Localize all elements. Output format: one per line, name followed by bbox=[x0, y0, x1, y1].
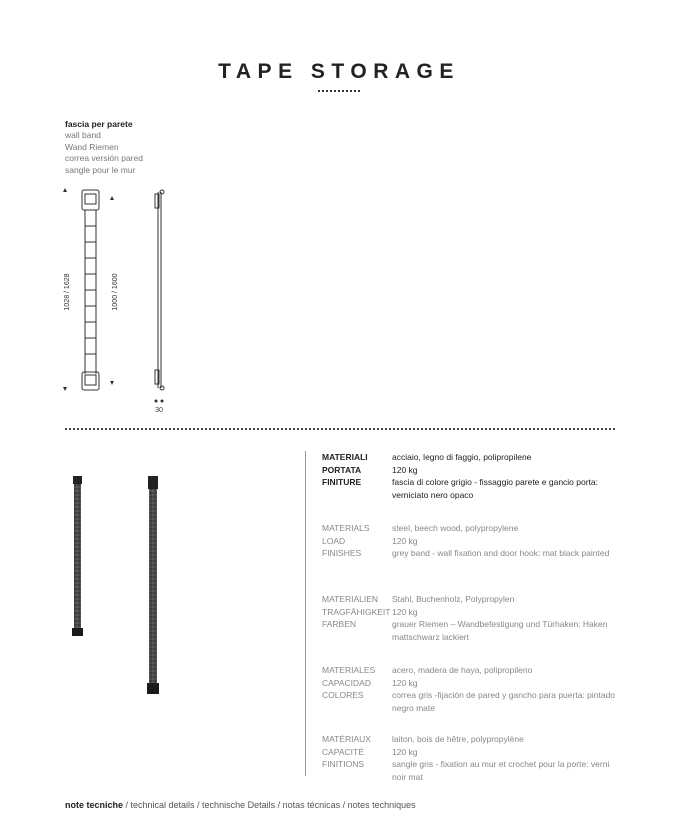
spec-label: FINISHES bbox=[322, 548, 362, 558]
spec-value: steel, beech wood, polypropylene bbox=[392, 523, 519, 533]
spec-label: PORTATA bbox=[322, 464, 362, 475]
spec-label: FARBEN bbox=[322, 619, 357, 629]
spec-vertical-rule bbox=[305, 451, 306, 776]
footer-translations: / technical details / technische Details / notas técnicas / notes techniques bbox=[123, 800, 416, 810]
spec-label: COLORES bbox=[322, 690, 364, 700]
spec-value: Stahl, Buchenholz, Polypropylen bbox=[392, 594, 515, 604]
dimension-depth: 30 bbox=[155, 407, 163, 414]
spec-value: correa gris -fijación de pared y gancho para puerta: pintado negro mate bbox=[392, 690, 616, 713]
spec-label: CAPACITÉ bbox=[322, 746, 364, 757]
specs-fr bbox=[322, 733, 617, 783]
footer-technical-notes bbox=[65, 800, 416, 810]
product-name-es: correa versión pared bbox=[65, 153, 143, 163]
spec-label: CAPACIDAD bbox=[322, 677, 371, 688]
product-name-block bbox=[65, 119, 143, 176]
footer-bold-label: note tecniche bbox=[65, 800, 124, 810]
section-separator bbox=[65, 428, 615, 430]
spec-label: MATERIALS bbox=[322, 523, 370, 533]
spec-value: acero, madera de haya, polipropileno bbox=[392, 665, 533, 675]
spec-value: 120 kg bbox=[392, 464, 418, 475]
spec-value: 120 kg bbox=[392, 746, 418, 757]
title-dotted-underline bbox=[318, 90, 360, 94]
spec-label: FINITURE bbox=[322, 477, 362, 487]
spec-label: TRAGFÄHIGKEIT bbox=[322, 606, 391, 617]
spec-value: 120 kg bbox=[392, 606, 418, 617]
spec-value: grey band - wall fixation and door hook: mat black painted bbox=[392, 548, 610, 558]
spec-value: 120 kg bbox=[392, 535, 418, 546]
spec-value: grauer Riemen – Wandbefestigung und Türhaken: Haken mattschwarz lackiert bbox=[392, 619, 608, 642]
dimension-height-band: 1000 / 1600 bbox=[112, 273, 119, 311]
spec-label: MATERIALES bbox=[322, 665, 376, 675]
spec-label: MATÉRIAUX bbox=[322, 734, 371, 744]
product-name-it: fascia per parete bbox=[65, 119, 133, 129]
technical-drawing bbox=[55, 182, 185, 417]
product-name-de: Wand Riemen bbox=[65, 141, 119, 152]
spec-value: laiton, bois de hêtre, polypropylène bbox=[392, 734, 524, 744]
product-photo-long bbox=[147, 476, 159, 694]
page-title: TAPE STORAGE bbox=[218, 60, 460, 83]
spec-value: sangle gris - fixation au mur et crochet pour la porte: verni noir mat bbox=[392, 759, 610, 782]
spec-label: FINITIONS bbox=[322, 759, 365, 769]
specs-es bbox=[322, 664, 617, 714]
spec-label: LOAD bbox=[322, 535, 346, 546]
spec-value: acciaio, legno di faggio, polipropilene bbox=[392, 452, 532, 462]
product-name-fr: sangle pour le mur bbox=[65, 164, 136, 175]
dimension-height-total: 1028 / 1628 bbox=[64, 273, 71, 311]
product-name-en: wall band bbox=[65, 130, 101, 140]
specs-en bbox=[322, 522, 617, 560]
spec-label: MATERIALI bbox=[322, 452, 368, 462]
specs-de bbox=[322, 593, 617, 643]
spec-label: MATERIALIEN bbox=[322, 594, 379, 604]
product-photo-short bbox=[72, 476, 83, 636]
product-photos bbox=[60, 470, 170, 700]
specs-it bbox=[322, 451, 617, 501]
spec-value: 120 kg bbox=[392, 677, 418, 688]
spec-value: fascia di colore grigio - fissaggio parete e gancio porta: verniciato nero opaco bbox=[392, 477, 599, 500]
